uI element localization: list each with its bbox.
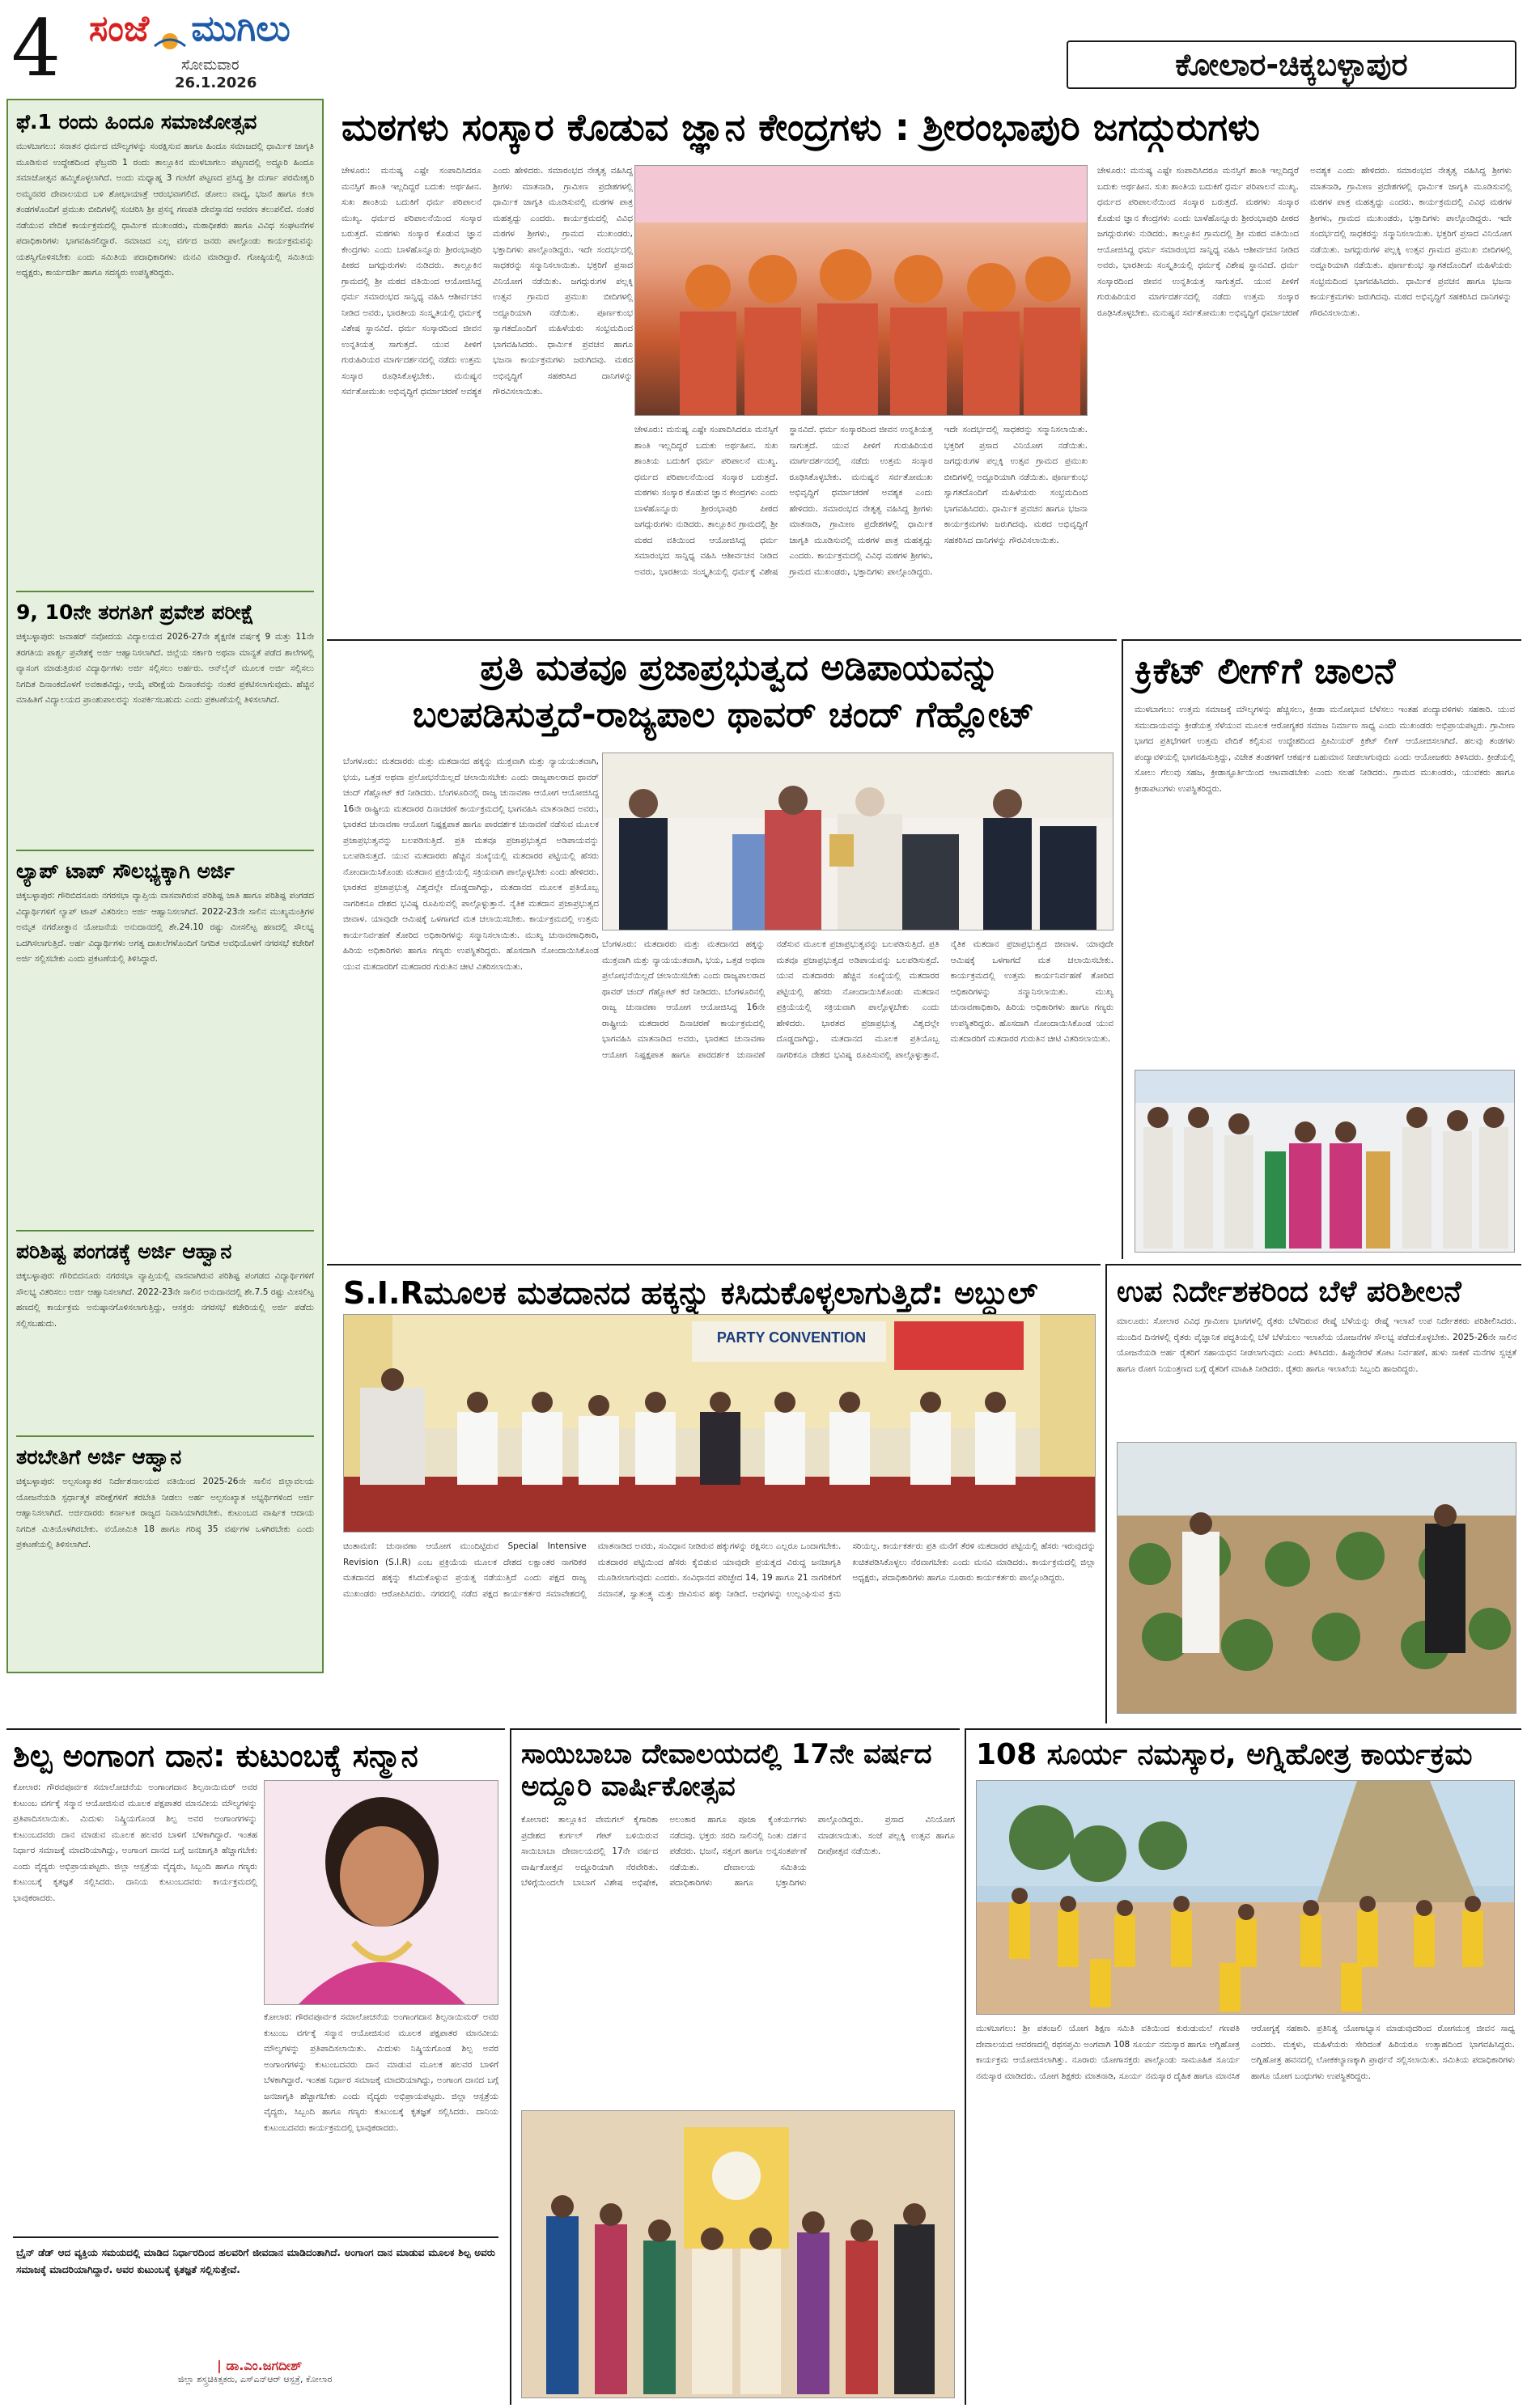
section-title <box>1067 40 1516 89</box>
sun-icon <box>153 25 187 49</box>
sidebar-item <box>16 1440 314 1673</box>
sidebar-item-title: ಫೆ.1 ರಂದು ಹಿಂದೂ ಸಮಾಜೋತ್ಸವ <box>16 110 257 134</box>
sidebar <box>6 99 324 1673</box>
saibaba-headline: ಸಾಯಿಬಾಬಾ ದೇವಾಲಯದಲ್ಲಿ 17ನೇ ವರ್ಷದ ಅದ್ದೂರಿ ವಾರ್ಷಿಕೋತ್ಸವ <box>521 1738 932 1804</box>
cricket-photo <box>1135 1070 1515 1253</box>
surya-headline: 108 ಸೂರ್ಯ ನಮಸ್ಕಾರ, ಅಗ್ನಿಹೋತ್ರ ಕಾರ್ಯಕ್ರಮ <box>976 1738 1473 1771</box>
inspection-photo <box>1117 1442 1516 1714</box>
masthead <box>11 3 1516 95</box>
organ-body-left: ಕೋಲಾರ: ಗೌರವಪೂರ್ವಕ ಸಮಾಲೋಚನೆಯ ಅಂಗಾಂಗದಾನ ಶಿಲ್ಪನಾಯಿಮರ್ ಅವರ ಕುಟುಂಬ ವರ್ಗಕ್ಕೆ ಸನ್ಮಾನ ಆಯೋಜಿಸುವ ಮೂಲಕ ಪಕ್ಷಪಾತರ ಮಾನವೀಯ ಮೌಲ್ಯಗಳನ್ನು ಪ್ರತಿಪಾದಿಸಲಾಯಿತು. ಮಿದುಳು ನಿಷ್ಕ್ರಿಯಗೊಂಡ ಶಿಲ್ಪ ಅವರ ಅಂಗಾಂಗಗಳನ್ನು ಕುಟುಂಬದವರು ದಾನ ಮಾಡುವ ಮೂಲಕ ಹಲವರ ಬಾಳಿಗೆ ಬೆಳಕಾಗಿದ್ದಾರೆ. ಇಂತಹ ನಿರ್ಧಾರ ಸಮಾಜಕ್ಕೆ ಮಾದರಿಯಾಗಿದ್ದು, ಅಂಗಾಂಗ ದಾನದ ಬಗ್ಗೆ ಜನಜಾಗೃತಿ ಹೆಚ್ಚಾಗಬೇಕು ಎಂದು ವೈದ್ಯರು ಅಭಿಪ್ರಾಯಪಟ್ಟರು. ಜಿಲ್ಲಾ ಆಸ್ಪತ್ರೆಯ ವೈದ್ಯರು, ಸಿಬ್ಬಂದಿ ಹಾಗೂ ಗಣ್ಯರು ಕುಟುಂಬಕ್ಕೆ ಕೃತಜ್ಞತೆ ಸಲ್ಲಿಸಿದರು. ದಾನಿಯ ಕುಟುಂಬದವರು ಕಾರ್ಯಕ್ರಮದಲ್ಲಿ ಭಾವುಕರಾದರು. <box>13 1783 257 1903</box>
sir-body: ಚಿಂತಾಮಣಿ: ಚುನಾವಣಾ ಆಯೋಗ ಮುಂದಿಟ್ಟಿರುವ Special Intensive Revision (S.I.R) ಎಂಬ ಪ್ರಕ್ರಿಯೆಯ ಮೂಲಕ ದೇಶದ ಲಕ್ಷಾಂತರ ನಾಗರಿಕರ ಮತದಾನದ ಹಕ್ಕನ್ನು ಕಸಿದುಕೊಳ್ಳುವ ಪ್ರಯತ್ನ ನಡೆಯುತ್ತಿದೆ ಎಂದು ಪಕ್ಷದ ರಾಜ್ಯ ಮುಖಂಡರು ಆರೋಪಿಸಿದರು. ನಗರದಲ್ಲಿ ನಡೆದ ಪಕ್ಷದ ಕಾರ್ಯಕರ್ತರ ಸಮಾವೇಶದಲ್ಲಿ ಮಾತನಾಡಿದ ಅವರು, ಸಂವಿಧಾನ ನೀಡಿರುವ ಹಕ್ಕುಗಳನ್ನು ರಕ್ಷಿಸಲು ಎಲ್ಲರೂ ಒಂದಾಗಬೇಕು. ಮತದಾರರ ಪಟ್ಟಿಯಿಂದ ಹೆಸರು ಕೈಬಿಡುವ ಯಾವುದೇ ಪ್ರಯತ್ನದ ವಿರುದ್ಧ ಜನಜಾಗೃತಿ ಮೂಡಿಸಲಾಗುವುದು ಎಂದರು. ಸಂವಿಧಾನದ ಪರಿಚ್ಛೇದ 14, 19 ಹಾಗೂ 21 ನಾಗರಿಕರಿಗೆ ಸಮಾನತೆ, ಸ್ವಾತಂತ್ರ್ಯ ಮತ್ತು ಜೀವಿಸುವ ಹಕ್ಕು ನೀಡಿದೆ. ಅವುಗಳನ್ನು ಉಲ್ಲಂಘಿಸುವ ಕ್ರಮ ಸರಿಯಲ್ಲ. ಕಾರ್ಯಕರ್ತರು ಪ್ರತಿ ಮನೆಗೆ ತೆರಳಿ ಮತದಾರರ ಪಟ್ಟಿಯಲ್ಲಿ ಹೆಸರು ಇರುವುದನ್ನು ಖಚಿತಪಡಿಸಿಕೊಳ್ಳಲು ನೆರವಾಗಬೇಕು ಎಂದು ಮನವಿ ಮಾಡಿದರು. ಕಾರ್ಯಕ್ರಮದಲ್ಲಿ ಜಿಲ್ಲಾ ಅಧ್ಯಕ್ಷರು, ಪದಾಧಿಕಾರಿಗಳು ಹಾಗೂ ನೂರಾರು ಕಾರ್ಯಕರ್ತರು ಪಾಲ್ಗೊಂಡಿದ್ದರು. <box>343 1541 1096 1599</box>
organ-quote: ಬ್ರೈನ್ ಡೆಡ್ ಆದ ವ್ಯಕ್ತಿಯ ಸಮಯದಲ್ಲಿ ಮಾಡಿದ ನಿರ್ಧಾರದಿಂದ ಹಲವರಿಗೆ ಜೀವದಾನ ಮಾಡಿದಂತಾಗಿದೆ. ಅಂಗಾಂಗ ದಾನ ಮಾಡುವ ಮೂಲಕ ಶಿಲ್ಪ ಅವರು ಸಮಾಜಕ್ಕೆ ಮಾದರಿಯಾಗಿದ್ದಾರೆ. ಅವರ ಕುಟುಂಬಕ್ಕೆ ಕೃತಜ್ಞತೆ ಸಲ್ಲಿಸುತ್ತೇವೆ. <box>16 2247 495 2275</box>
lead-body-far: ಚೇಳೂರು: ಮನುಷ್ಯ ಎಷ್ಟೇ ಸಂಪಾದಿಸಿದರೂ ಮನಸ್ಸಿಗೆ ಶಾಂತಿ ಇಲ್ಲದಿದ್ದರೆ ಬದುಕು ಅರ್ಥಹೀನ. ಸುಖ ಶಾಂತಿಯ ಬದುಕಿಗೆ ಧರ್ಮ ಪರಿಪಾಲನೆ ಮುಖ್ಯ. ಧರ್ಮದ ಪರಿಪಾಲನೆಯಿಂದ ಸಂಸ್ಕಾರ ಬರುತ್ತದೆ. ಮಠಗಳು ಸಂಸ್ಕಾರ ಕೊಡುವ ಜ್ಞಾನ ಕೇಂದ್ರಗಳು ಎಂದು ಬಾಳೆಹೊನ್ನೂರು ಶ್ರೀರಂಭಾಪುರಿ ಪೀಠದ ಜಗದ್ಗುರುಗಳು ನುಡಿದರು. ತಾಲ್ಲೂಕಿನ ಗ್ರಾಮದಲ್ಲಿ ಶ್ರೀ ಮಠದ ವತಿಯಿಂದ ಆಯೋಜಿಸಿದ್ದ ಧರ್ಮ ಸಮಾರಂಭದ ಸಾನ್ನಿಧ್ಯ ವಹಿಸಿ ಆಶೀರ್ವಚನ ನೀಡಿದ ಅವರು, ಭಾರತೀಯ ಸಂಸ್ಕೃತಿಯಲ್ಲಿ ಧರ್ಮಕ್ಕೆ ವಿಶೇಷ ಸ್ಥಾನವಿದೆ. ಧರ್ಮ ಸಂಸ್ಕಾರದಿಂದ ಜೀವನ ಉನ್ನತಿಯತ್ತ ಸಾಗುತ್ತದೆ. ಯುವ ಪೀಳಿಗೆ ಗುರುಹಿರಿಯರ ಮಾರ್ಗದರ್ಶನದಲ್ಲಿ ನಡೆದು ಉತ್ತಮ ಸಂಸ್ಕಾರ ರೂಢಿಸಿಕೊಳ್ಳಬೇಕು. ಮನುಷ್ಯನ ಸರ್ವತೋಮುಖ ಅಭಿವೃದ್ಧಿಗೆ ಧರ್ಮಾಚರಣೆ ಅವಶ್ಯಕ ಎಂದು ಹೇಳಿದರು. ಸಮಾರಂಭದ ನೇತೃತ್ವ ವಹಿಸಿದ್ದ ಶ್ರೀಗಳು ಮಾತನಾಡಿ, ಗ್ರಾಮೀಣ ಪ್ರದೇಶಗಳಲ್ಲಿ ಧಾರ್ಮಿಕ ಜಾಗೃತಿ ಮೂಡಿಸುವಲ್ಲಿ ಮಠಗಳ ಪಾತ್ರ ಮಹತ್ವದ್ದು ಎಂದರು. ಕಾರ್ಯಕ್ರಮದಲ್ಲಿ ವಿವಿಧ ಮಠಗಳ ಶ್ರೀಗಳು, ಗ್ರಾಮದ ಮುಖಂಡರು, ಭಕ್ತಾದಿಗಳು ಪಾಲ್ಗೊಂಡಿದ್ದರು. ಇದೇ ಸಂದರ್ಭದಲ್ಲಿ ಸಾಧಕರನ್ನು ಸನ್ಮಾನಿಸಲಾಯಿತು. ಭಕ್ತರಿಗೆ ಪ್ರಸಾದ ವಿನಿಯೋಗ ನಡೆಯಿತು. ಜಗದ್ಗುರುಗಳ ಪಲ್ಲಕ್ಕಿ ಉತ್ಸವ ಗ್ರಾಮದ ಪ್ರಮುಖ ಬೀದಿಗಳಲ್ಲಿ ಅದ್ದೂರಿಯಾಗಿ ನಡೆಯಿತು. ಪೂರ್ಣಕುಂಭ ಸ್ವಾಗತದೊಂದಿಗೆ ಮಹಿಳೆಯರು ಸಂಭ್ರಮದಿಂದ ಭಾಗವಹಿಸಿದರು. ಧಾರ್ಮಿಕ ಪ್ರವಚನ ಹಾಗೂ ಭಜನಾ ಕಾರ್ಯಕ್ರಮಗಳು ಜರುಗಿದವು. ಮಠದ ಅಭಿವೃದ್ಧಿಗೆ ಸಹಕರಿಸಿದ ದಾನಿಗಳನ್ನು ಗೌರವಿಸಲಾಯಿತು. <box>1097 166 1512 318</box>
lead-photo <box>634 165 1088 416</box>
logo-mugilu: ಮುಗಿಲು <box>191 8 291 49</box>
organ-headline: ಶಿಲ್ಪ ಅಂಗಾಂಗ ದಾನ: ಕುಟುಂಬಕ್ಕೆ ಸನ್ಮಾನ <box>13 1738 418 1774</box>
organ-story <box>6 1728 505 2405</box>
governor-headline-line2: ಬಲಪಡಿಸುತ್ತದೆ-ರಾಜ್ಯಪಾಲ ಥಾವರ್ ಚಂದ್ ಗೆಹ್ಲೋಟ್ <box>412 694 1035 736</box>
sidebar-item-title: ತರಬೇತಿಗೆ ಅರ್ಜಿ ಆಹ್ವಾನ <box>16 1445 182 1469</box>
logo-sanje: ಸಂಜೆ <box>89 8 150 49</box>
inspection-body: ಮಾಲೂರು: ಸೋಲಾರ ವಿವಿಧ ಗ್ರಾಮೀಣ ಭಾಗಗಳಲ್ಲಿ ರೈತರು ಬೆಳೆದಿರುವ ರೇಷ್ಮೆ ಬೆಳೆಯನ್ನು ರೇಷ್ಮೆ ಇಲಾಖೆ ಉಪ ನಿರ್ದೇಶಕರು ಪರಿಶೀಲಿಸಿದರು. ಮುಂದಿನ ದಿನಗಳಲ್ಲಿ ರೈತರು ವೈಜ್ಞಾನಿಕ ಪದ್ಧತಿಯಲ್ಲಿ ಬೆಳೆ ಬೆಳೆಯಲು ಇಲಾಖೆಯ ಯೋಜನೆಗಳ ಸೌಲಭ್ಯ ಪಡೆದುಕೊಳ್ಳಬೇಕು. 2025-26ನೇ ಸಾಲಿನ ಯೋಜನೆಯಡಿ ಅರ್ಹ ರೈತರಿಗೆ ಸಹಾಯಧನ ನೀಡಲಾಗುವುದು ಎಂದು ತಿಳಿಸಿದರು. ಹಿಪ್ಪುನೇರಳೆ ತೋಟ ನಿರ್ವಹಣೆ, ಹುಳು ಸಾಕಣೆ ಮನೆಗಳ ಸ್ವಚ್ಛತೆ ಹಾಗೂ ರೋಗ ನಿಯಂತ್ರಣದ ಬಗ್ಗೆ ರೈತರಿಗೆ ಮಾಹಿತಿ ನೀಡಿದರು. ರೈತರು ಹಾಗೂ ಇಲಾಖೆಯ ಸಿಬ್ಬಂದಿ ಹಾಜರಿದ್ದರು. <box>1117 1316 1516 1374</box>
governor-body-right: ಬೆಂಗಳೂರು: ಮತದಾರರು ಮತ್ತು ಮತದಾನದ ಹಕ್ಕನ್ನು ಮುಕ್ತವಾಗಿ ಮತ್ತು ನ್ಯಾಯಯುತವಾಗಿ, ಭಯ, ಒತ್ತಡ ಅಥವಾ ಪ್ರಲೋಭನೆಯಿಲ್ಲದೆ ಚಲಾಯಿಸಬೇಕು ಎಂದು ರಾಜ್ಯಪಾಲರಾದ ಥಾವರ್ ಚಂದ್ ಗೆಹ್ಲೋಟ್ ಕರೆ ನೀಡಿದರು. ಬೆಂಗಳೂರಿನಲ್ಲಿ ರಾಜ್ಯ ಚುನಾವಣಾ ಆಯೋಗ ಆಯೋಜಿಸಿದ್ದ 16ನೇ ರಾಷ್ಟ್ರೀಯ ಮತದಾರರ ದಿನಾಚರಣೆ ಕಾರ್ಯಕ್ರಮದಲ್ಲಿ ಭಾಗವಹಿಸಿ ಮಾತನಾಡಿದ ಅವರು, ಭಾರತದ ಚುನಾವಣಾ ಆಯೋಗ ನಿಷ್ಪಕ್ಷಪಾತ ಹಾಗೂ ಪಾರದರ್ಶಕ ಚುನಾವಣೆ ನಡೆಸುವ ಮೂಲಕ ಪ್ರಜಾಪ್ರಭುತ್ವವನ್ನು ಬಲಪಡಿಸುತ್ತಿದೆ. ಪ್ರತಿ ಮತವೂ ಪ್ರಜಾಪ್ರಭುತ್ವದ ಅಡಿಪಾಯವನ್ನು ಬಲಪಡಿಸುತ್ತದೆ. ಯುವ ಮತದಾರರು ಹೆಚ್ಚಿನ ಸಂಖ್ಯೆಯಲ್ಲಿ ಮತದಾರರ ಪಟ್ಟಿಯಲ್ಲಿ ಹೆಸರು ನೋಂದಾಯಿಸಿಕೊಂಡು ಮತದಾನ ಪ್ರಕ್ರಿಯೆಯಲ್ಲಿ ಸಕ್ರಿಯವಾಗಿ ಪಾಲ್ಗೊಳ್ಳಬೇಕು ಎಂದು ಹೇಳಿದರು. ಭಾರತದ ಪ್ರಜಾಪ್ರಭುತ್ವ ವಿಶ್ವದಲ್ಲೇ ದೊಡ್ಡದಾಗಿದ್ದು, ಮತದಾನದ ಮೂಲಕ ಪ್ರತಿಯೊಬ್ಬ ನಾಗರಿಕನೂ ದೇಶದ ಭವಿಷ್ಯ ರೂಪಿಸುವಲ್ಲಿ ಪಾಲ್ಗೊಳ್ಳುತ್ತಾನೆ. ನೈತಿಕ ಮತದಾನ ಪ್ರಜಾಪ್ರಭುತ್ವದ ಜೀವಾಳ. ಯಾವುದೇ ಆಮಿಷಕ್ಕೆ ಒಳಗಾಗದೆ ಮತ ಚಲಾಯಿಸಬೇಕು. ಕಾರ್ಯಕ್ರಮದಲ್ಲಿ ಉತ್ತಮ ಕಾರ್ಯನಿರ್ವಹಣೆ ತೋರಿದ ಅಧಿಕಾರಿಗಳನ್ನು ಸನ್ಮಾನಿಸಲಾಯಿತು. ಮುಖ್ಯ ಚುನಾವಣಾಧಿಕಾರಿ, ಹಿರಿಯ ಅಧಿಕಾರಿಗಳು ಹಾಗೂ ಗಣ್ಯರು ಉಪಸ್ಥಿತರಿದ್ದರು. ಹೊಸದಾಗಿ ನೋಂದಾಯಿಸಿಕೊಂಡ ಯುವ ಮತದಾರರಿಗೆ ಮತದಾರರ ಗುರುತಿನ ಚೀಟಿ ವಿತರಿಸಲಾಯಿತು. <box>602 939 1113 1060</box>
governor-story <box>327 639 1117 1259</box>
portrait-icon <box>265 1781 498 2005</box>
temple-photo-icon <box>522 2111 955 2398</box>
group-photo-icon <box>635 166 1088 416</box>
convention-photo-icon <box>344 1315 1096 1533</box>
sidebar-item-title: ಪರಿಶಿಷ್ಟ ಪಂಗಡಕ್ಕೆ ಅರ್ಜಿ ಆಹ್ವಾನ <box>16 1240 232 1263</box>
page-number: 4 <box>11 3 62 94</box>
organ-body-right: ಕೋಲಾರ: ಗೌರವಪೂರ್ವಕ ಸಮಾಲೋಚನೆಯ ಅಂಗಾಂಗದಾನ ಶಿಲ್ಪನಾಯಿಮರ್ ಅವರ ಕುಟುಂಬ ವರ್ಗಕ್ಕೆ ಸನ್ಮಾನ ಆಯೋಜಿಸುವ ಮೂಲಕ ಪಕ್ಷಪಾತರ ಮಾನವೀಯ ಮೌಲ್ಯಗಳನ್ನು ಪ್ರತಿಪಾದಿಸಲಾಯಿತು. ಮಿದುಳು ನಿಷ್ಕ್ರಿಯಗೊಂಡ ಶಿಲ್ಪ ಅವರ ಅಂಗಾಂಗಗಳನ್ನು ಕುಟುಂಬದವರು ದಾನ ಮಾಡುವ ಮೂಲಕ ಹಲವರ ಬಾಳಿಗೆ ಬೆಳಕಾಗಿದ್ದಾರೆ. ಇಂತಹ ನಿರ್ಧಾರ ಸಮಾಜಕ್ಕೆ ಮಾದರಿಯಾಗಿದ್ದು, ಅಂಗಾಂಗ ದಾನದ ಬಗ್ಗೆ ಜನಜಾಗೃತಿ ಹೆಚ್ಚಾಗಬೇಕು ಎಂದು ವೈದ್ಯರು ಅಭಿಪ್ರಾಯಪಟ್ಟರು. ಜಿಲ್ಲಾ ಆಸ್ಪತ್ರೆಯ ವೈದ್ಯರು, ಸಿಬ್ಬಂದಿ ಹಾಗೂ ಗಣ್ಯರು ಕುಟುಂಬಕ್ಕೆ ಕೃತಜ್ಞತೆ ಸಲ್ಲಿಸಿದರು. ದಾನಿಯ ಕುಟುಂಬದವರು ಕಾರ್ಯಕ್ರಮದಲ್ಲಿ ಭಾವುಕರಾದರು. <box>264 2012 498 2133</box>
field-photo-icon <box>1118 1443 1516 1714</box>
masthead-date: 26.1.2026 <box>175 74 257 91</box>
inspection-headline: ಉಪ ನಿರ್ದೇಶಕರಿಂದ ಬೆಳೆ ಪರಿಶೀಲನೆ <box>1117 1275 1461 1308</box>
organ-portrait <box>264 1780 498 2005</box>
lead-headline: ಮಠಗಳು ಸಂಸ್ಕಾರ ಕೊಡುವ ಜ್ಞಾನ ಕೇಂದ್ರಗಳು : ಶ್ರೀರಂಭಾಪುರಿ ಜಗದ್ಗುರುಗಳು <box>341 105 1260 149</box>
sidebar-item-body: ಚಿಕ್ಕಬಳ್ಳಾಪುರ: ಗೌರಿಬಿದನೂರು ನಗರಸಭಾ ವ್ಯಾಪ್ತಿಯಲ್ಲಿ ವಾಸವಾಗಿರುವ ಪರಿಶಿಷ್ಟ ಪಂಗಡದ ವಿದ್ಯಾರ್ಥಿಗಳಿಗೆ ಸೌಲಭ್ಯ ವಿತರಿಸಲು ಅರ್ಜಿ ಆಹ್ವಾನಿಸಲಾಗಿದೆ. 2022-23ನೇ ಸಾಲಿನ ಅನುದಾನದಲ್ಲಿ ಶೇ.7.5 ರಷ್ಟು ಮೀಸಲಿಟ್ಟ ಹಣದಲ್ಲಿ ಕಾರ್ಯಕ್ರಮ ಅನುಷ್ಠಾನಗೊಳಿಸಲಾಗುತ್ತಿದ್ದು, ಆಸಕ್ತರು ನಗರಸಭೆ ಕಚೇರಿಯಲ್ಲಿ ಅರ್ಜಿ ಪಡೆದು ಸಲ್ಲಿಸಬಹುದು. <box>16 1271 314 1329</box>
inspection-story <box>1105 1264 1521 1723</box>
organ-quote-box <box>13 2236 498 2403</box>
governor-headline-line1: ಪ್ರತಿ ಮತವೂ ಪ್ರಜಾಪ್ರಭುತ್ವದ ಅಡಿಪಾಯವನ್ನು <box>480 647 999 689</box>
sidebar-divider <box>16 850 314 851</box>
section-title-text: ಕೋಲಾರ-ಚಿಕ್ಕಬಳ್ಳಾಪುರ <box>1175 46 1408 83</box>
sidebar-item-title: ಲ್ಯಾಪ್ ಟಾಪ್ ಸೌಲಭ್ಯಕ್ಕಾಗಿ ಅರ್ಜಿ <box>16 859 235 883</box>
yoga-photo-icon <box>977 1781 1515 2015</box>
saibaba-story <box>510 1728 960 2405</box>
sir-headline: S.I.Rಮೂಲಕ ಮತದಾನದ ಹಕ್ಕನ್ನು ಕಸಿದುಕೊಳ್ಳಲಾಗುತ್ತಿದೆ: ಅಬ್ದುಲ್ <box>343 1275 1038 1311</box>
saibaba-body: ಕೋಲಾರ: ತಾಲ್ಲೂಕಿನ ವೇಮಗಲ್ ಕೈಗಾರಿಕಾ ಪ್ರದೇಶದ ಕುರ್ಗಲ್ ಗೇಟ್ ಬಳಿಯಿರುವ ಸಾಯಿಬಾಬಾ ದೇವಾಲಯದಲ್ಲಿ 17ನೇ ವರ್ಷದ ವಾರ್ಷಿಕೋತ್ಸವ ಅದ್ದೂರಿಯಾಗಿ ನೆರವೇರಿತು. ಬೆಳಿಗ್ಗೆಯಿಂದಲೇ ಬಾಬಾಗೆ ವಿಶೇಷ ಅಭಿಷೇಕ, ಅಲಂಕಾರ ಹಾಗೂ ಪೂಜಾ ಕೈಂಕರ್ಯಗಳು ನಡೆದವು. ಭಕ್ತರು ಸರದಿ ಸಾಲಿನಲ್ಲಿ ನಿಂತು ದರ್ಶನ ಪಡೆದರು. ಭಜನೆ, ಸತ್ಸಂಗ ಹಾಗೂ ಅನ್ನಸಂತರ್ಪಣೆ ನಡೆಯಿತು. ದೇವಾಲಯ ಸಮಿತಿಯ ಪದಾಧಿಕಾರಿಗಳು ಹಾಗೂ ಭಕ್ತಾದಿಗಳು ಪಾಲ್ಗೊಂಡಿದ್ದರು. ಪ್ರಸಾದ ವಿನಿಯೋಗ ಮಾಡಲಾಯಿತು. ಸಂಜೆ ಪಲ್ಲಕ್ಕಿ ಉತ್ಸವ ಹಾಗೂ ದೀಪೋತ್ಸವ ನಡೆಯಿತು. <box>521 1815 955 1888</box>
cricket-body: ಮುಳಬಾಗಲು: ಉತ್ತಮ ಸಮಾಜಕ್ಕೆ ಮೌಲ್ಯಗಳನ್ನು ಹೆಚ್ಚಿಸಲು, ಕ್ರೀಡಾ ಮನೋಭಾವ ಬೆಳೆಸಲು ಇಂತಹ ಪಂದ್ಯಾವಳಿಗಳು ಸಹಕಾರಿ. ಯುವ ಸಮುದಾಯವನ್ನು ಕ್ರೀಡೆಯತ್ತ ಸೆಳೆಯುವ ಮೂಲಕ ಆರೋಗ್ಯಕರ ಸಮಾಜ ನಿರ್ಮಾಣ ಸಾಧ್ಯ ಎಂದು ಮುಖಂಡರು ಅಭಿಪ್ರಾಯಪಟ್ಟರು. ಗ್ರಾಮೀಣ ಭಾಗದ ಪ್ರತಿಭೆಗಳಿಗೆ ಉತ್ತಮ ವೇದಿಕೆ ಕಲ್ಪಿಸುವ ಉದ್ದೇಶದಿಂದ ಪ್ರೀಮಿಯರ್ ಕ್ರಿಕೆಟ್ ಲೀಗ್ ಆಯೋಜಿಸಲಾಗಿದೆ. ಹಲವು ತಂಡಗಳು ಪಂದ್ಯಾವಳಿಯಲ್ಲಿ ಭಾಗವಹಿಸುತ್ತಿದ್ದು, ವಿಜೇತ ತಂಡಗಳಿಗೆ ಆಕರ್ಷಕ ಬಹುಮಾನ ನೀಡಲಾಗುವುದು ಎಂದು ಆಯೋಜಕರು ತಿಳಿಸಿದರು. ಕ್ರೀಡೆಯಲ್ಲಿ ಸೋಲು ಗೆಲುವು ಸಹಜ, ಕ್ರೀಡಾಸ್ಫೂರ್ತಿಯಿಂದ ಆಟವಾಡಬೇಕು ಎಂದು ಸಲಹೆ ನೀಡಿದರು. ಗ್ರಾಮದ ಮುಖಂಡರು, ಯುವಕರು ಹಾಗೂ ಕ್ರೀಡಾಪಟುಗಳು ಉಪಸ್ಥಿತರಿದ್ದರು. <box>1135 705 1515 794</box>
sidebar-item-body: ಚಿಕ್ಕಬಳ್ಳಾಪುರ: ಗೌರಿಬಿದನೂರು ನಗರಸಭಾ ವ್ಯಾಪ್ತಿಯ ವಾಸವಾಗಿರುವ ಪರಿಶಿಷ್ಟ ಜಾತಿ ಹಾಗೂ ಪರಿಶಿಷ್ಟ ಪಂಗಡದ ವಿದ್ಯಾರ್ಥಿಗಳಿಗೆ ಲ್ಯಾಪ್ ಟಾಪ್ ವಿತರಿಸಲು ಅರ್ಜಿ ಆಹ್ವಾನಿಸಲಾಗಿದೆ. 2022-23ನೇ ಸಾಲಿನ ಮುಖ್ಯಮಂತ್ರಿಗಳ ಅಮೃತ ನಗರೋತ್ಥಾನ ಯೋಜನೆಯ ಅನುದಾನದಲ್ಲಿ ಶೇ.24.10 ರಷ್ಟು ಮೀಸಲಿಟ್ಟ ಹಣದಲ್ಲಿ ಸೌಲಭ್ಯ ಒದಗಿಸಲಾಗುತ್ತಿದೆ. ಅರ್ಹ ವಿದ್ಯಾರ್ಥಿಗಳು ಅಗತ್ಯ ದಾಖಲೆಗಳೊಂದಿಗೆ ನಿಗದಿತ ಅವಧಿಯೊಳಗೆ ನಗರಸಭೆ ಕಚೇರಿಗೆ ಅರ್ಜಿ ಸಲ್ಲಿಸಬೇಕು ಎಂದು ಪ್ರಕಟಣೆಯಲ್ಲಿ ತಿಳಿಸಿದ್ದಾರೆ. <box>16 891 314 964</box>
sir-story <box>327 1264 1101 1723</box>
cricket-headline: ಕ್ರಿಕೆಟ್ ಲೀಗ್‌ಗೆ ಚಾಲನೆ <box>1135 651 1396 692</box>
cricket-story <box>1122 639 1521 1259</box>
sidebar-item-body: ಮುಳಬಾಗಲು: ಸನಾತನ ಧರ್ಮದ ಮೌಲ್ಯಗಳನ್ನು ಸಂರಕ್ಷಿಸುವ ಹಾಗೂ ಹಿಂದೂ ಸಮಾಜದಲ್ಲಿ ಧಾರ್ಮಿಕ ಜಾಗೃತಿ ಮೂಡಿಸುವ ಉದ್ದೇಶದಿಂದ ಫೆಬ್ರವರಿ 1 ರಂದು ತಾಲ್ಲೂಕಿನ ಮುಳಬಾಗಲು ಪಟ್ಟಣದಲ್ಲಿ ಅದ್ದೂರಿ ಹಿಂದೂ ಸಮಾಜೋತ್ಸವ ಹಮ್ಮಿಕೊಳ್ಳಲಾಗಿದೆ. ಅಂದು ಮಧ್ಯಾಹ್ನ 3 ಗಂಟೆಗೆ ಪಟ್ಟಣದ ಪ್ರಸಿದ್ಧ ಶ್ರೀ ದುರ್ಗಾ ಪರಮೇಶ್ವರಿ ಅಮ್ಮನವರ ದೇವಾಲಯದ ಬಳಿ ಶೋಭಾಯಾತ್ರೆ ಆರಂಭವಾಗಲಿದೆ. ಡೋಲು ವಾದ್ಯ, ಭಜನೆ ಹಾಗೂ ಕಲಾ ತಂಡಗಳೊಂದಿಗೆ ಪ್ರಮುಖ ಬೀದಿಗಳಲ್ಲಿ ಸಂಚರಿಸಿ ಶ್ರೀ ಪ್ರಸನ್ನ ಗಣಪತಿ ದೇವಸ್ಥಾನದ ಆವರಣ ತಲುಪಲಿದೆ. ನಂತರ ನಡೆಯುವ ವೇದಿಕೆ ಕಾರ್ಯಕ್ರಮದಲ್ಲಿ ಧಾರ್ಮಿಕ ಮುಖಂಡರು, ಮಠಾಧೀಶರು ಹಾಗೂ ವಿವಿಧ ಸಂಘಟನೆಗಳ ಪದಾಧಿಕಾರಿಗಳು ಭಾಗವಹಿಸಲಿದ್ದಾರೆ. ಸಮಾಜದ ಎಲ್ಲ ವರ್ಗದ ಜನರು ಪಾಲ್ಗೊಂಡು ಕಾರ್ಯಕ್ರಮವನ್ನು ಯಶಸ್ವಿಗೊಳಿಸಬೇಕು ಎಂದು ಸಮಿತಿಯ ಪದಾಧಿಕಾರಿಗಳು ಮನವಿ ಮಾಡಿದ್ದಾರೆ. ಗೋಷ್ಠಿಯಲ್ಲಿ ಸಮಿತಿಯ ಅಧ್ಯಕ್ಷರು, ಕಾರ್ಯದರ್ಶಿ ಹಾಗೂ ಸದಸ್ಯರು ಉಪಸ್ಥಿತರಿದ್ದರು. <box>16 142 314 278</box>
sidebar-item-body: ಚಿಕ್ಕಬಳ್ಳಾಪುರ: ಅಲ್ಪಸಂಖ್ಯಾತರ ನಿರ್ದೇಶನಾಲಯದ ವತಿಯಿಂದ 2025-26ನೇ ಸಾಲಿನ ಜಿಲ್ಲಾವಲಯ ಯೋಜನೆಯಡಿ ಸ್ಪರ್ಧಾತ್ಮಕ ಪರೀಕ್ಷೆಗಳಿಗೆ ತರಬೇತಿ ನೀಡಲು ಅರ್ಹ ಅಲ್ಪಸಂಖ್ಯಾತ ಅಭ್ಯರ್ಥಿಗಳಿಂದ ಅರ್ಜಿ ಆಹ್ವಾನಿಸಲಾಗಿದೆ. ಅರ್ಜಿದಾರರು ಕರ್ನಾಟಕ ರಾಜ್ಯದ ನಿವಾಸಿಯಾಗಿರಬೇಕು. ಕುಟುಂಬದ ವಾರ್ಷಿಕ ಆದಾಯ ನಿಗದಿತ ಮಿತಿಯೊಳಗಿರಬೇಕು. ವಯೋಮಿತಿ 18 ಹಾಗೂ ಗರಿಷ್ಠ 35 ವರ್ಷಗಳ ಒಳಗಿರಬೇಕು ಎಂದು ಪ್ರಕಟಣೆಯಲ್ಲಿ ತಿಳಿಸಲಾಗಿದೆ. <box>16 1477 314 1550</box>
sir-photo <box>343 1314 1096 1533</box>
masthead-day: ಸೋಮವಾರ <box>181 57 240 74</box>
ceremony-photo-icon <box>1135 1070 1515 1253</box>
sidebar-item <box>16 854 314 1227</box>
sidebar-item <box>16 1235 314 1432</box>
convention-banner: PARTY CONVENTION <box>716 1329 867 1346</box>
lead-story <box>333 100 1520 634</box>
organ-signature-role: ಜಿಲ್ಲಾ ಶಸ್ತ್ರಚಿಕಿತ್ಸಕರು, ಎಸ್ಎನ್ಆರ್ ಆಸ್ಪತ್ರೆ, ಕೋಲಾರ <box>178 2374 333 2385</box>
sidebar-item <box>16 596 314 846</box>
sidebar-item-title: 9, 10ನೇ ತರಗತಿಗೆ ಪ್ರವೇಶ ಪರೀಕ್ಷೆ <box>16 600 254 624</box>
surya-story <box>965 1728 1521 2405</box>
sidebar-item <box>16 105 314 587</box>
sidebar-item-body: ಚಿಕ್ಕಬಳ್ಳಾಪುರ: ಜವಾಹರ್ ನವೋದಯ ವಿದ್ಯಾಲಯದ 2026-27ನೇ ಶೈಕ್ಷಣಿಕ ವರ್ಷಕ್ಕೆ 9 ಮತ್ತು 11ನೇ ತರಗತಿಯ ಪಾರ್ಶ್ವ ಪ್ರವೇಶಕ್ಕೆ ಅರ್ಜಿ ಆಹ್ವಾನಿಸಲಾಗಿದೆ. ಜಿಲ್ಲೆಯ ಸರ್ಕಾರಿ ಅಥವಾ ಮಾನ್ಯತೆ ಪಡೆದ ಶಾಲೆಗಳಲ್ಲಿ ವ್ಯಾಸಂಗ ಮಾಡುತ್ತಿರುವ ವಿದ್ಯಾರ್ಥಿಗಳು ಅರ್ಜಿ ಸಲ್ಲಿಸಲು ಅರ್ಹರು. ಆನ್‌ಲೈನ್ ಮೂಲಕ ಅರ್ಜಿ ಸಲ್ಲಿಸಲು ನಿಗದಿತ ದಿನಾಂಕದೊಳಗೆ ಅವಕಾಶವಿದ್ದು, ಆಯ್ಕೆ ಪರೀಕ್ಷೆಯ ದಿನಾಂಕವನ್ನು ನಂತರ ಪ್ರಕಟಿಸಲಾಗುವುದು. ಹೆಚ್ಚಿನ ಮಾಹಿತಿಗೆ ವಿದ್ಯಾಲಯದ ಪ್ರಾಂಶುಪಾಲರನ್ನು ಸಂಪರ್ಕಿಸಬಹುದು ಎಂದು ಪ್ರಕಟಣೆಯಲ್ಲಿ ತಿಳಿಸಲಾಗಿದೆ. <box>16 632 314 705</box>
sidebar-divider <box>16 1435 314 1437</box>
surya-body: ಮುಳಬಾಗಲು: ಶ್ರೀ ಪತಂಜಲಿ ಯೋಗ ಶಿಕ್ಷಣ ಸಮಿತಿ ವತಿಯಿಂದ ಕುರುಡುಮಲೆ ಗಣಪತಿ ದೇವಾಲಯದ ಆವರಣದಲ್ಲಿ ರಥಸಪ್ತಮಿ ಅಂಗವಾಗಿ 108 ಸೂರ್ಯ ನಮಸ್ಕಾರ ಹಾಗೂ ಅಗ್ನಿಹೋತ್ರ ಕಾರ್ಯಕ್ರಮ ಆಯೋಜಿಸಲಾಗಿತ್ತು. ನೂರಾರು ಯೋಗಾಸಕ್ತರು ಪಾಲ್ಗೊಂಡು ಸಾಮೂಹಿಕ ಸೂರ್ಯ ನಮಸ್ಕಾರ ಮಾಡಿದರು. ಯೋಗ ಶಿಕ್ಷಕರು ಮಾತನಾಡಿ, ಸೂರ್ಯ ನಮಸ್ಕಾರ ದೈಹಿಕ ಹಾಗೂ ಮಾನಸಿಕ ಆರೋಗ್ಯಕ್ಕೆ ಸಹಕಾರಿ. ಪ್ರತಿನಿತ್ಯ ಯೋಗಾಭ್ಯಾಸ ಮಾಡುವುದರಿಂದ ರೋಗಮುಕ್ತ ಜೀವನ ಸಾಧ್ಯ ಎಂದರು. ಮಕ್ಕಳು, ಮಹಿಳೆಯರು ಸೇರಿದಂತೆ ಹಿರಿಯರೂ ಉತ್ಸಾಹದಿಂದ ಭಾಗವಹಿಸಿದ್ದರು. ಅಗ್ನಿಹೋತ್ರ ಹವನದಲ್ಲಿ ಲೋಕಕಲ್ಯಾಣಕ್ಕಾಗಿ ಪ್ರಾರ್ಥನೆ ಸಲ್ಲಿಸಲಾಯಿತು. ಸಮಿತಿಯ ಪದಾಧಿಕಾರಿಗಳು ಹಾಗೂ ಯೋಗ ಬಂಧುಗಳು ಉಪಸ್ಥಿತರಿದ್ದರು. <box>976 2024 1515 2081</box>
surya-photo <box>976 1780 1515 2015</box>
governor-body-left: ಬೆಂಗಳೂರು: ಮತದಾರರು ಮತ್ತು ಮತದಾನದ ಹಕ್ಕನ್ನು ಮುಕ್ತವಾಗಿ ಮತ್ತು ನ್ಯಾಯಯುತವಾಗಿ, ಭಯ, ಒತ್ತಡ ಅಥವಾ ಪ್ರಲೋಭನೆಯಿಲ್ಲದೆ ಚಲಾಯಿಸಬೇಕು ಎಂದು ರಾಜ್ಯಪಾಲರಾದ ಥಾವರ್ ಚಂದ್ ಗೆಹ್ಲೋಟ್ ಕರೆ ನೀಡಿದರು. ಬೆಂಗಳೂರಿನಲ್ಲಿ ರಾಜ್ಯ ಚುನಾವಣಾ ಆಯೋಗ ಆಯೋಜಿಸಿದ್ದ 16ನೇ ರಾಷ್ಟ್ರೀಯ ಮತದಾರರ ದಿನಾಚರಣೆ ಕಾರ್ಯಕ್ರಮದಲ್ಲಿ ಭಾಗವಹಿಸಿ ಮಾತನಾಡಿದ ಅವರು, ಭಾರತದ ಚುನಾವಣಾ ಆಯೋಗ ನಿಷ್ಪಕ್ಷಪಾತ ಹಾಗೂ ಪಾರದರ್ಶಕ ಚುನಾವಣೆ ನಡೆಸುವ ಮೂಲಕ ಪ್ರಜಾಪ್ರಭುತ್ವವನ್ನು ಬಲಪಡಿಸುತ್ತಿದೆ. ಪ್ರತಿ ಮತವೂ ಪ್ರಜಾಪ್ರಭುತ್ವದ ಅಡಿಪಾಯವನ್ನು ಬಲಪಡಿಸುತ್ತದೆ. ಯುವ ಮತದಾರರು ಹೆಚ್ಚಿನ ಸಂಖ್ಯೆಯಲ್ಲಿ ಮತದಾರರ ಪಟ್ಟಿಯಲ್ಲಿ ಹೆಸರು ನೋಂದಾಯಿಸಿಕೊಂಡು ಮತದಾನ ಪ್ರಕ್ರಿಯೆಯಲ್ಲಿ ಸಕ್ರಿಯವಾಗಿ ಪಾಲ್ಗೊಳ್ಳಬೇಕು ಎಂದು ಹೇಳಿದರು. ಭಾರತದ ಪ್ರಜಾಪ್ರಭುತ್ವ ವಿಶ್ವದಲ್ಲೇ ದೊಡ್ಡದಾಗಿದ್ದು, ಮತದಾನದ ಮೂಲಕ ಪ್ರತಿಯೊಬ್ಬ ನಾಗರಿಕನೂ ದೇಶದ ಭವಿಷ್ಯ ರೂಪಿಸುವಲ್ಲಿ ಪಾಲ್ಗೊಳ್ಳುತ್ತಾನೆ. ನೈತಿಕ ಮತದಾನ ಪ್ರಜಾಪ್ರಭುತ್ವದ ಜೀವಾಳ. ಯಾವುದೇ ಆಮಿಷಕ್ಕೆ ಒಳಗಾಗದೆ ಮತ ಚಲಾಯಿಸಬೇಕು. ಕಾರ್ಯಕ್ರಮದಲ್ಲಿ ಉತ್ತಮ ಕಾರ್ಯನಿರ್ವಹಣೆ ತೋರಿದ ಅಧಿಕಾರಿಗಳನ್ನು ಸನ್ಮಾನಿಸಲಾಯಿತು. ಮುಖ್ಯ ಚುನಾವಣಾಧಿಕಾರಿ, ಹಿರಿಯ ಅಧಿಕಾರಿಗಳು ಹಾಗೂ ಗಣ್ಯರು ಉಪಸ್ಥಿತರಿದ್ದರು. ಹೊಸದಾಗಿ ನೋಂದಾಯಿಸಿಕೊಂಡ ಯುವ ಮತದಾರರಿಗೆ ಮತದಾರರ ಗುರುತಿನ ಚೀಟಿ ವಿತರಿಸಲಾಯಿತು. <box>343 757 599 972</box>
lead-body-right: ಚೇಳೂರು: ಮನುಷ್ಯ ಎಷ್ಟೇ ಸಂಪಾದಿಸಿದರೂ ಮನಸ್ಸಿಗೆ ಶಾಂತಿ ಇಲ್ಲದಿದ್ದರೆ ಬದುಕು ಅರ್ಥಹೀನ. ಸುಖ ಶಾಂತಿಯ ಬದುಕಿಗೆ ಧರ್ಮ ಪರಿಪಾಲನೆ ಮುಖ್ಯ. ಧರ್ಮದ ಪರಿಪಾಲನೆಯಿಂದ ಸಂಸ್ಕಾರ ಬರುತ್ತದೆ. ಮಠಗಳು ಸಂಸ್ಕಾರ ಕೊಡುವ ಜ್ಞಾನ ಕೇಂದ್ರಗಳು ಎಂದು ಬಾಳೆಹೊನ್ನೂರು ಶ್ರೀರಂಭಾಪುರಿ ಪೀಠದ ಜಗದ್ಗುರುಗಳು ನುಡಿದರು. ತಾಲ್ಲೂಕಿನ ಗ್ರಾಮದಲ್ಲಿ ಶ್ರೀ ಮಠದ ವತಿಯಿಂದ ಆಯೋಜಿಸಿದ್ದ ಧರ್ಮ ಸಮಾರಂಭದ ಸಾನ್ನಿಧ್ಯ ವಹಿಸಿ ಆಶೀರ್ವಚನ ನೀಡಿದ ಅವರು, ಭಾರತೀಯ ಸಂಸ್ಕೃತಿಯಲ್ಲಿ ಧರ್ಮಕ್ಕೆ ವಿಶೇಷ ಸ್ಥಾನವಿದೆ. ಧರ್ಮ ಸಂಸ್ಕಾರದಿಂದ ಜೀವನ ಉನ್ನತಿಯತ್ತ ಸಾಗುತ್ತದೆ. ಯುವ ಪೀಳಿಗೆ ಗುರುಹಿರಿಯರ ಮಾರ್ಗದರ್ಶನದಲ್ಲಿ ನಡೆದು ಉತ್ತಮ ಸಂಸ್ಕಾರ ರೂಢಿಸಿಕೊಳ್ಳಬೇಕು. ಮನುಷ್ಯನ ಸರ್ವತೋಮುಖ ಅಭಿವೃದ್ಧಿಗೆ ಧರ್ಮಾಚರಣೆ ಅವಶ್ಯಕ ಎಂದು ಹೇಳಿದರು. ಸಮಾರಂಭದ ನೇತೃತ್ವ ವಹಿಸಿದ್ದ ಶ್ರೀಗಳು ಮಾತನಾಡಿ, ಗ್ರಾಮೀಣ ಪ್ರದೇಶಗಳಲ್ಲಿ ಧಾರ್ಮಿಕ ಜಾಗೃತಿ ಮೂಡಿಸುವಲ್ಲಿ ಮಠಗಳ ಪಾತ್ರ ಮಹತ್ವದ್ದು ಎಂದರು. ಕಾರ್ಯಕ್ರಮದಲ್ಲಿ ವಿವಿಧ ಮಠಗಳ ಶ್ರೀಗಳು, ಗ್ರಾಮದ ಮುಖಂಡರು, ಭಕ್ತಾದಿಗಳು ಪಾಲ್ಗೊಂಡಿದ್ದರು. ಇದೇ ಸಂದರ್ಭದಲ್ಲಿ ಸಾಧಕರನ್ನು ಸನ್ಮಾನಿಸಲಾಯಿತು. ಭಕ್ತರಿಗೆ ಪ್ರಸಾದ ವಿನಿಯೋಗ ನಡೆಯಿತು. ಜಗದ್ಗುರುಗಳ ಪಲ್ಲಕ್ಕಿ ಉತ್ಸವ ಗ್ರಾಮದ ಪ್ರಮುಖ ಬೀದಿಗಳಲ್ಲಿ ಅದ್ದೂರಿಯಾಗಿ ನಡೆಯಿತು. ಪೂರ್ಣಕುಂಭ ಸ್ವಾಗತದೊಂದಿಗೆ ಮಹಿಳೆಯರು ಸಂಭ್ರಮದಿಂದ ಭಾಗವಹಿಸಿದರು. ಧಾರ್ಮಿಕ ಪ್ರವಚನ ಹಾಗೂ ಭಜನಾ ಕಾರ್ಯಕ್ರಮಗಳು ಜರುಗಿದವು. ಮಠದ ಅಭಿವೃದ್ಧಿಗೆ ಸಹಕರಿಸಿದ ದಾನಿಗಳನ್ನು ಗೌರವಿಸಲಾಯಿತು. <box>634 425 1088 577</box>
organ-signature: | ಡಾ.ಎಂ.ಜಗದೀಶ್ <box>217 2358 303 2373</box>
sidebar-divider <box>16 591 314 592</box>
saibaba-photo <box>521 2110 955 2398</box>
award-photo-icon <box>603 753 1113 931</box>
lead-body-left: ಚೇಳೂರು: ಮನುಷ್ಯ ಎಷ್ಟೇ ಸಂಪಾದಿಸಿದರೂ ಮನಸ್ಸಿಗೆ ಶಾಂತಿ ಇಲ್ಲದಿದ್ದರೆ ಬದುಕು ಅರ್ಥಹೀನ. ಸುಖ ಶಾಂತಿಯ ಬದುಕಿಗೆ ಧರ್ಮ ಪರಿಪಾಲನೆ ಮುಖ್ಯ. ಧರ್ಮದ ಪರಿಪಾಲನೆಯಿಂದ ಸಂಸ್ಕಾರ ಬರುತ್ತದೆ. ಮಠಗಳು ಸಂಸ್ಕಾರ ಕೊಡುವ ಜ್ಞಾನ ಕೇಂದ್ರಗಳು ಎಂದು ಬಾಳೆಹೊನ್ನೂರು ಶ್ರೀರಂಭಾಪುರಿ ಪೀಠದ ಜಗದ್ಗುರುಗಳು ನುಡಿದರು. ತಾಲ್ಲೂಕಿನ ಗ್ರಾಮದಲ್ಲಿ ಶ್ರೀ ಮಠದ ವತಿಯಿಂದ ಆಯೋಜಿಸಿದ್ದ ಧರ್ಮ ಸಮಾರಂಭದ ಸಾನ್ನಿಧ್ಯ ವಹಿಸಿ ಆಶೀರ್ವಚನ ನೀಡಿದ ಅವರು, ಭಾರತೀಯ ಸಂಸ್ಕೃತಿಯಲ್ಲಿ ಧರ್ಮಕ್ಕೆ ವಿಶೇಷ ಸ್ಥಾನವಿದೆ. ಧರ್ಮ ಸಂಸ್ಕಾರದಿಂದ ಜೀವನ ಉನ್ನತಿಯತ್ತ ಸಾಗುತ್ತದೆ. ಯುವ ಪೀಳಿಗೆ ಗುರುಹಿರಿಯರ ಮಾರ್ಗದರ್ಶನದಲ್ಲಿ ನಡೆದು ಉತ್ತಮ ಸಂಸ್ಕಾರ ರೂಢಿಸಿಕೊಳ್ಳಬೇಕು. ಮನುಷ್ಯನ ಸರ್ವತೋಮುಖ ಅಭಿವೃದ್ಧಿಗೆ ಧರ್ಮಾಚರಣೆ ಅವಶ್ಯಕ ಎಂದು ಹೇಳಿದರು. ಸಮಾರಂಭದ ನೇತೃತ್ವ ವಹಿಸಿದ್ದ ಶ್ರೀಗಳು ಮಾತನಾಡಿ, ಗ್ರಾಮೀಣ ಪ್ರದೇಶಗಳಲ್ಲಿ ಧಾರ್ಮಿಕ ಜಾಗೃತಿ ಮೂಡಿಸುವಲ್ಲಿ ಮಠಗಳ ಪಾತ್ರ ಮಹತ್ವದ್ದು ಎಂದರು. ಕಾರ್ಯಕ್ರಮದಲ್ಲಿ ವಿವಿಧ ಮಠಗಳ ಶ್ರೀಗಳು, ಗ್ರಾಮದ ಮುಖಂಡರು, ಭಕ್ತಾದಿಗಳು ಪಾಲ್ಗೊಂಡಿದ್ದರು. ಇದೇ ಸಂದರ್ಭದಲ್ಲಿ ಸಾಧಕರನ್ನು ಸನ್ಮಾನಿಸಲಾಯಿತು. ಭಕ್ತರಿಗೆ ಪ್ರಸಾದ ವಿನಿಯೋಗ ನಡೆಯಿತು. ಜಗದ್ಗುರುಗಳ ಪಲ್ಲಕ್ಕಿ ಉತ್ಸವ ಗ್ರಾಮದ ಪ್ರಮುಖ ಬೀದಿಗಳಲ್ಲಿ ಅದ್ದೂರಿಯಾಗಿ ನಡೆಯಿತು. ಪೂರ್ಣಕುಂಭ ಸ್ವಾಗತದೊಂದಿಗೆ ಮಹಿಳೆಯರು ಸಂಭ್ರಮದಿಂದ ಭಾಗವಹಿಸಿದರು. ಧಾರ್ಮಿಕ ಪ್ರವಚನ ಹಾಗೂ ಭಜನಾ ಕಾರ್ಯಕ್ರಮಗಳು ಜರುಗಿದವು. ಮಠದ ಅಭಿವೃದ್ಧಿಗೆ ಸಹಕರಿಸಿದ ದಾನಿಗಳನ್ನು ಗೌರವಿಸಲಾಯಿತು. <box>341 166 633 396</box>
governor-photo <box>602 752 1113 931</box>
sidebar-divider <box>16 1230 314 1232</box>
